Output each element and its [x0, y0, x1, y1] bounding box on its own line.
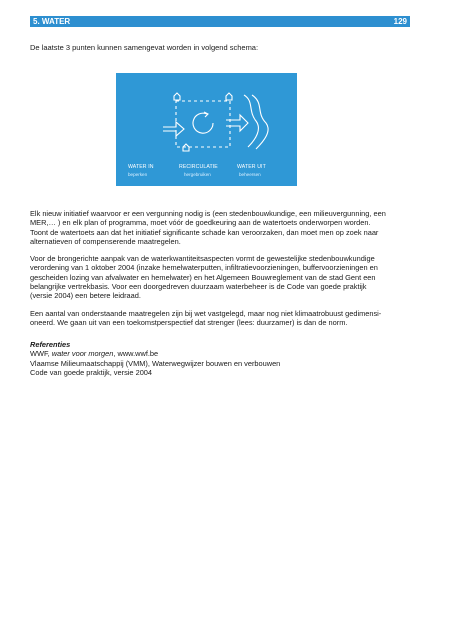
- text-line: alternatieven of compenserende maatregelen.: [30, 236, 181, 246]
- text-line: belangrijke vertrekbasis. Voor een doorgedreven duurzaam waterbeheer is de Code van goede praktijk: [30, 281, 367, 291]
- reference-item: WWF, water voor morgen, www.wwf.be: [30, 349, 159, 359]
- house-icon-top-left: [174, 93, 180, 100]
- text-line: gescheiden lozing van afvalwater en hemelwater) en het Algemeen Bouwreglement van de stad Gent een: [30, 272, 376, 282]
- sublabel-recirculatie: hergebruiken: [184, 172, 211, 177]
- text-line: Toont de watertoets aan dat het initiatief significante schade kan veroorzaken, dan moet men op zoek naar: [30, 227, 379, 237]
- water-schema-diagram: [116, 73, 297, 186]
- reference-item: Vlaamse Milieumaatschappij (VMM), Waterwegwijzer bouwen en verbouwen: [30, 358, 281, 368]
- text-line: verordening van 1 oktober 2004 (inzake hemelwaterputten, infiltratievoorzieningen, buffervoorzieningen en: [30, 263, 378, 273]
- text-line: oneerd. We gaan uit van een toekomstperspectief dat strenger (lees: duurzamer) is dan de norm.: [30, 318, 348, 328]
- label-water-uit: WATER UIT: [237, 164, 266, 170]
- label-water-in: WATER IN: [128, 164, 154, 170]
- text-line: MER,… ) en elk plan of programma, moet vóór de goedkeuring aan de watertoets onderworpen worden.: [30, 218, 371, 228]
- text-line: Een aantal van onderstaande maatregelen zijn bij wet vastgelegd, maar nog niet klimaatrobuust gedimensi-: [30, 309, 382, 318]
- wave-icon-2: [252, 95, 268, 149]
- sublabel-water-uit: beheersen: [239, 172, 261, 177]
- recirculation-arrowhead-icon: [204, 112, 208, 117]
- paragraph-brongerichte-aanpak: [30, 254, 412, 300]
- text-line: Elk nieuw initiatief waarvoor er een vergunning nodig is (een stedenbouwkundige, een milieuvergunning, een: [30, 209, 386, 218]
- sublabel-water-in: beperken: [128, 172, 148, 177]
- text-line: (versie 2004) een betere leidraad.: [30, 291, 141, 301]
- paragraph-maatregelen: [30, 309, 412, 328]
- text-line: Voor de brongerichte aanpak van de waterkwantiteitsaspecten vormt de gewestelijke stedenbouwkundige: [30, 254, 375, 263]
- intro-text: De laatste 3 punten kunnen samengevat worden in volgend schema:: [30, 43, 259, 52]
- water-out-arrow-icon: [226, 115, 248, 131]
- house-icon-top-right: [226, 93, 232, 100]
- section-title: 5. WATER: [33, 17, 71, 26]
- paragraph-watertoets: [30, 209, 412, 246]
- references-section: [30, 340, 412, 377]
- references-title: Referenties: [30, 340, 71, 349]
- section-header-bar: [30, 16, 410, 27]
- label-recirculatie: RECIRCULATIE: [179, 164, 218, 170]
- recirculation-arrow-icon: [193, 113, 213, 133]
- page-number: 129: [393, 17, 407, 26]
- water-in-arrow-icon: [163, 122, 184, 136]
- reference-item: Code van goede praktijk, versie 2004: [30, 367, 153, 377]
- dashed-boundary-square: [176, 101, 230, 147]
